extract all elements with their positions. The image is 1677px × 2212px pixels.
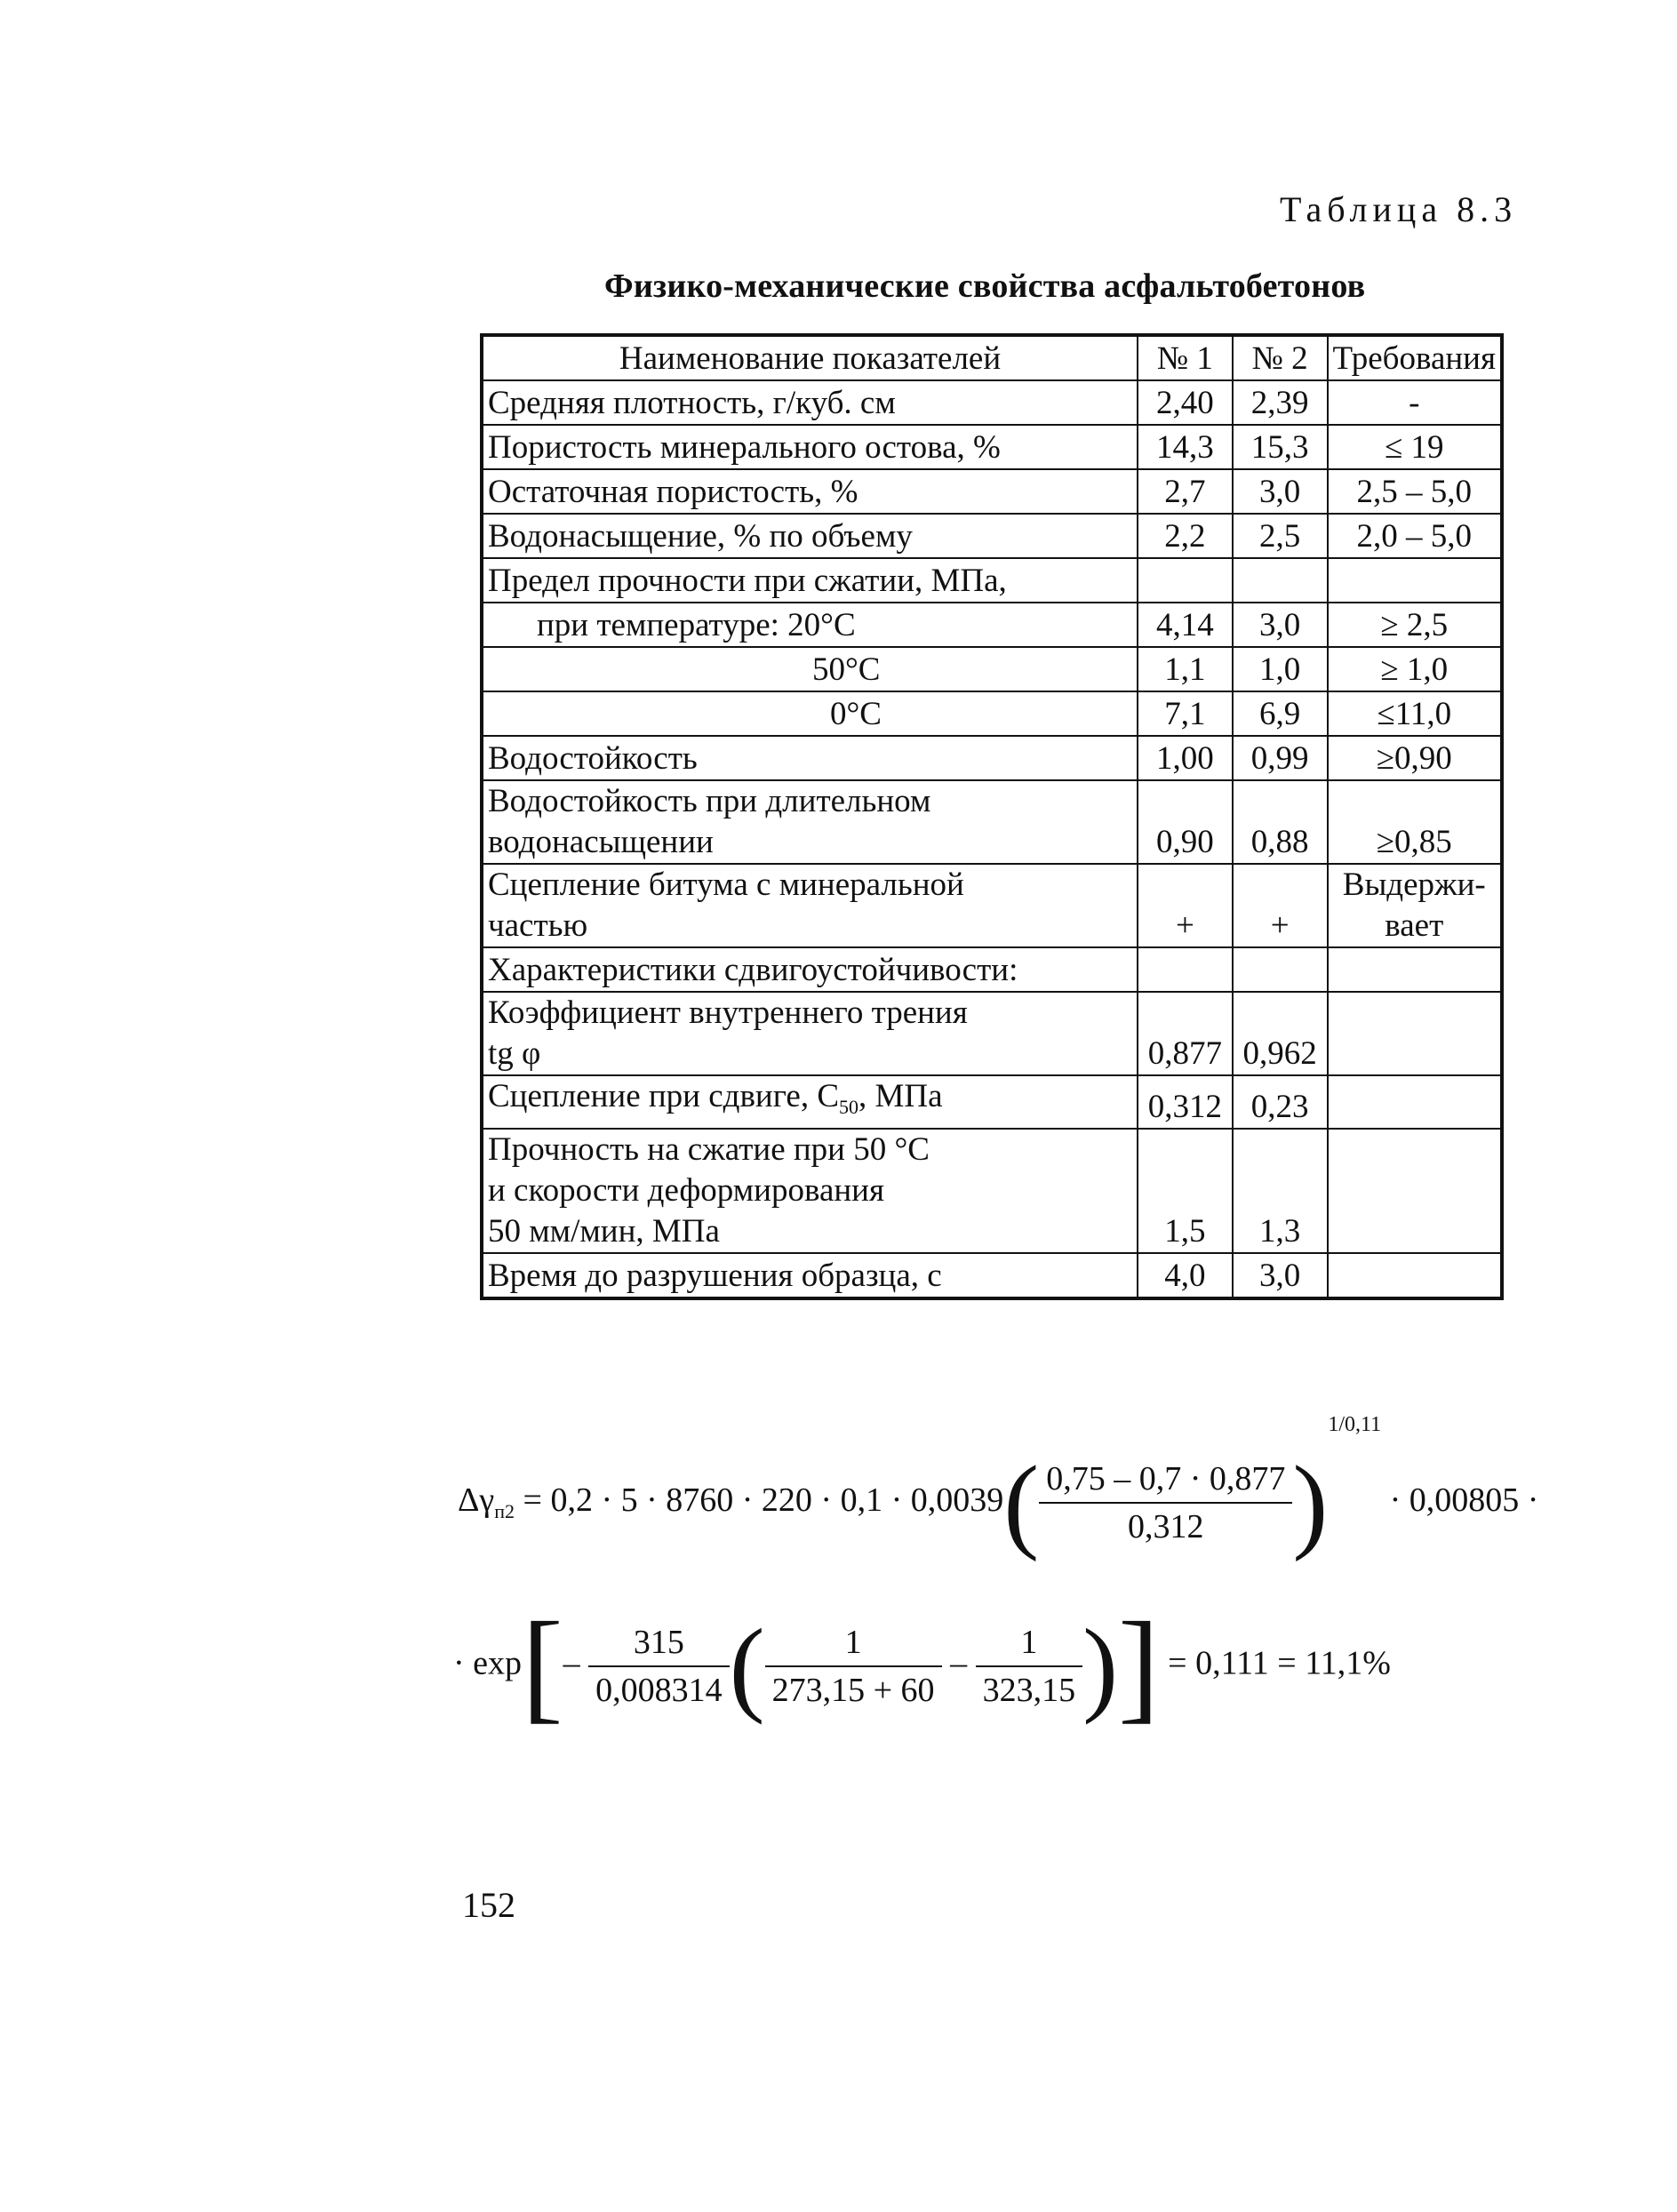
header-no2: № 2 (1233, 335, 1328, 380)
row-v1: 4,14 (1138, 603, 1233, 647)
header-name: Наименование показателей (482, 335, 1138, 380)
row-v1 (1138, 558, 1233, 603)
formula2-frac3-num: 1 (976, 1623, 1083, 1667)
formula-line-2 (453, 1597, 1391, 1773)
row-name (482, 1075, 1138, 1129)
row-req: ≥ 2,5 (1328, 603, 1502, 647)
row-name-line: Коэффициент внутреннего трения (488, 994, 968, 1031)
row-req: ≤11,0 (1328, 691, 1502, 736)
row-v2: 0,23 (1233, 1075, 1328, 1129)
right-paren: ) (1082, 1607, 1119, 1725)
row-v1: 2,2 (1138, 514, 1233, 558)
formula2-frac1-den: 0,008314 (595, 1672, 723, 1709)
page-number: 152 (462, 1885, 515, 1925)
row-v2: 3,0 (1233, 469, 1328, 514)
formula1-exponent: 1/0,11 (1328, 1413, 1382, 1436)
formula-line-1 (458, 1413, 1539, 1573)
row-name-line: частью (488, 907, 588, 944)
row-name: Предел прочности при сжатии, МПа, (482, 558, 1138, 603)
row-v1: + (1138, 864, 1233, 947)
row-req: 2,5 – 5,0 (1328, 469, 1502, 514)
header-no1: № 1 (1138, 335, 1233, 380)
table-row (482, 469, 1502, 514)
row-name-suffix: , МПа (858, 1078, 943, 1114)
formula2-result: = 0,111 = 11,1% (1168, 1644, 1391, 1682)
formula2-frac3-den: 323,15 (982, 1672, 1076, 1709)
row-req-line: Выдержи- (1342, 866, 1486, 903)
table-row (482, 780, 1502, 864)
row-name (482, 992, 1138, 1075)
row-v1: 2,40 (1138, 380, 1233, 425)
row-v1: 2,7 (1138, 469, 1233, 514)
table-row (482, 736, 1502, 780)
row-v1: 0,877 (1138, 992, 1233, 1075)
right-paren: ) (1292, 1443, 1329, 1562)
formula2-fraction-2 (765, 1623, 942, 1710)
row-req: ≥0,90 (1328, 736, 1502, 780)
formula2-prefix: · exp (453, 1644, 523, 1682)
formula1-numerator: 0,75 – 0,7 · 0,877 (1039, 1459, 1292, 1504)
row-name (482, 780, 1138, 864)
row-v1: 0,90 (1138, 780, 1233, 864)
formula2-fraction-1 (588, 1623, 730, 1710)
row-req (1328, 1075, 1502, 1129)
table-row (482, 947, 1502, 992)
formula1-factors: = 0,2 · 5 · 8760 · 220 · 0,1 · 0,0039 (523, 1481, 1004, 1519)
row-req (1328, 864, 1502, 947)
row-name: Средняя плотность, г/куб. см (482, 380, 1138, 425)
row-name: Остаточная пористость, % (482, 469, 1138, 514)
row-name-line: tg φ (488, 1035, 541, 1072)
row-v2: 15,3 (1233, 425, 1328, 469)
row-v2 (1233, 558, 1328, 603)
row-v1: 1,1 (1138, 647, 1233, 691)
row-v2 (1233, 947, 1328, 992)
left-bracket: [ (522, 1597, 563, 1735)
row-name-line: Прочность на сжатие при 50 °С (488, 1131, 930, 1168)
row-name: Характеристики сдвигоустойчивости: (482, 947, 1138, 992)
header-requirements: Требования (1328, 335, 1502, 380)
table-caption: Таблица 8.3 (1280, 189, 1518, 229)
row-name-line: водонасыщении (488, 824, 714, 860)
formula1-denominator: 0,312 (1128, 1508, 1204, 1546)
table-row (482, 864, 1502, 947)
row-name: Водостойкость (482, 736, 1138, 780)
row-v1: 7,1 (1138, 691, 1233, 736)
row-v1: 1,5 (1138, 1129, 1233, 1253)
formula2-frac1-num: 315 (588, 1623, 730, 1667)
row-name: Время до разрушения образца, с (482, 1253, 1138, 1298)
row-req: - (1328, 380, 1502, 425)
row-req (1328, 992, 1502, 1075)
row-v2: 2,39 (1233, 380, 1328, 425)
formula2-frac2-den: 273,15 + 60 (771, 1672, 935, 1709)
formula1-lhs: Δγ (458, 1481, 495, 1519)
row-name: Пористость минерального остова, % (482, 425, 1138, 469)
table-row (482, 425, 1502, 469)
row-req (1328, 558, 1502, 603)
row-v2: 1,0 (1233, 647, 1328, 691)
row-name: при температуре: 20°С (482, 603, 1138, 647)
table-row (482, 1075, 1502, 1129)
row-v1: 4,0 (1138, 1253, 1233, 1298)
formula1-lhs-subscript: п2 (494, 1500, 515, 1522)
row-req: ≤ 19 (1328, 425, 1502, 469)
table-row (482, 691, 1502, 736)
row-v1: 14,3 (1138, 425, 1233, 469)
formula2-minus: – (563, 1644, 580, 1682)
table-row (482, 992, 1502, 1075)
row-v2: 3,0 (1233, 1253, 1328, 1298)
table-row (482, 558, 1502, 603)
row-v1: 1,00 (1138, 736, 1233, 780)
left-paren: ( (729, 1607, 765, 1725)
row-req (1328, 947, 1502, 992)
row-v1: 0,312 (1138, 1075, 1233, 1129)
formula2-frac2-num: 1 (765, 1623, 942, 1667)
table-row (482, 1129, 1502, 1253)
row-name-line: Водостойкость при длительном (488, 783, 931, 819)
row-name: 50°С (482, 647, 1138, 691)
row-v2: + (1233, 864, 1328, 947)
table-row (482, 514, 1502, 558)
properties-table (480, 333, 1504, 1300)
row-name (482, 864, 1138, 947)
row-v2: 0,962 (1233, 992, 1328, 1075)
table-row (482, 1253, 1502, 1298)
formula1-tail: · 0,00805 · (1389, 1481, 1539, 1519)
row-req-line: вает (1385, 907, 1444, 944)
row-name-subscript: 50 (839, 1096, 859, 1118)
row-v2: 1,3 (1233, 1129, 1328, 1253)
row-v2: 3,0 (1233, 603, 1328, 647)
row-req (1328, 1129, 1502, 1253)
row-v1 (1138, 947, 1233, 992)
row-name-line: Сцепление битума с минеральной (488, 866, 964, 903)
row-v2: 0,88 (1233, 780, 1328, 864)
row-req: ≥0,85 (1328, 780, 1502, 864)
left-paren: ( (1003, 1443, 1040, 1562)
table-title: Физико-механические свойства асфальтобетонов (604, 268, 1366, 305)
row-name-line: и скорости деформирования (488, 1172, 884, 1209)
table-row (482, 647, 1502, 691)
right-bracket: ] (1118, 1597, 1160, 1735)
row-v2: 2,5 (1233, 514, 1328, 558)
row-req: 2,0 – 5,0 (1328, 514, 1502, 558)
table-row (482, 380, 1502, 425)
row-name (482, 1129, 1138, 1253)
row-req (1328, 1253, 1502, 1298)
row-name: Водонасыщение, % по объему (482, 514, 1138, 558)
row-name-text: Сцепление при сдвиге, С (488, 1078, 840, 1114)
row-req: ≥ 1,0 (1328, 647, 1502, 691)
formula2-fraction-3 (976, 1623, 1083, 1710)
row-v2: 0,99 (1233, 736, 1328, 780)
table-header-row (482, 335, 1502, 380)
formula2-minus-2: – (950, 1644, 968, 1682)
row-v2: 6,9 (1233, 691, 1328, 736)
formula1-fraction (1039, 1459, 1292, 1546)
row-name: 0°С (482, 691, 1138, 736)
row-name-line: 50 мм/мин, МПа (488, 1213, 720, 1250)
table-row (482, 603, 1502, 647)
